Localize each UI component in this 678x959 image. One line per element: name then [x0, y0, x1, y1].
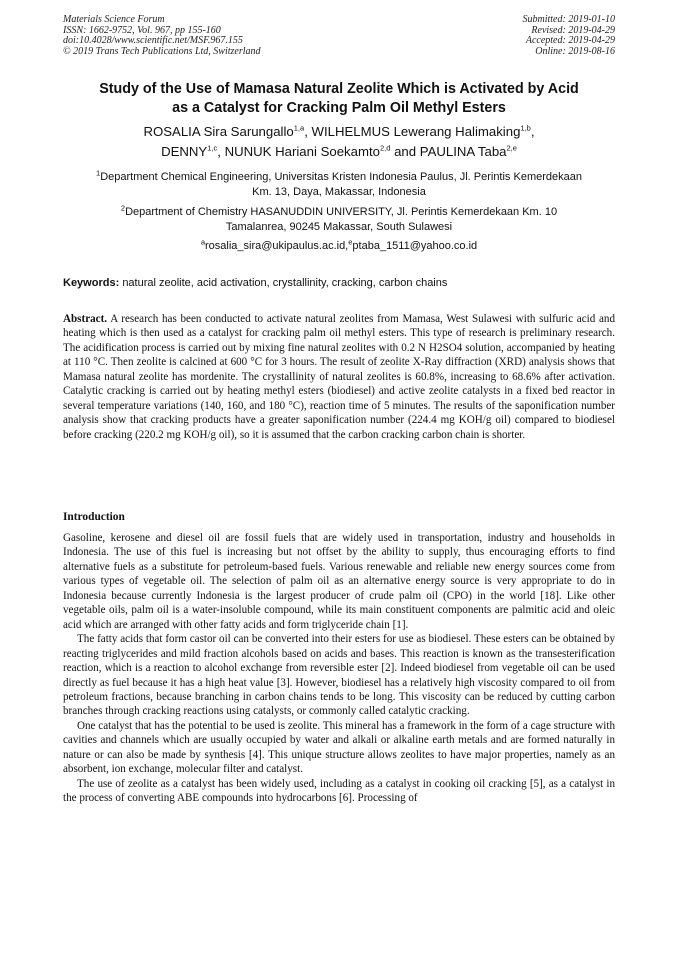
- author-affiliation-mark: 1,c: [207, 143, 218, 153]
- author-name: DENNY: [161, 143, 208, 159]
- paragraph: The fatty acids that form castor oil can be converted into their esters for use as biodiesel. These esters can be obtained by reacting triglycerides and mild fraction alcohols based on acids and bases. This reaction is known as the transesterification reaction, which is a reaction to alcohol exchange from reversible ester [2]. Indeed biodiesel from vegetable oil can be used directly as fuel because it has a high heat value [3]. However, biodiesel has a relatively high viscosity compared to oil from petroleum fractions, because branching in carbon chains tends to be long. This viscosity can be reduced by cutting carbon branches through cracking reactions using catalysts, or commonly called catalytic cracking.: [63, 633, 615, 718]
- affiliation-mark: 1: [96, 168, 101, 178]
- affiliation-2: [63, 205, 615, 235]
- author-affiliation-mark: 2,d: [379, 143, 391, 153]
- author-conjunction: and: [394, 143, 417, 159]
- affiliation-text: Km. 13, Daya, Makassar, Indonesia: [252, 186, 426, 198]
- journal-name: Materials Science Forum: [63, 14, 165, 25]
- paper-title: [40, 80, 638, 118]
- abstract-label: Abstract.: [63, 313, 108, 325]
- issn-volume: ISSN: 1662-9752, Vol. 967, pp 155-160: [63, 24, 221, 36]
- journal-info: [63, 15, 261, 57]
- keywords-text: natural zeolite, acid activation, crystallinity, cracking, carbon chains: [122, 277, 448, 289]
- abstract: [63, 312, 615, 442]
- introduction-body: [63, 531, 615, 806]
- email-link[interactable]: ptaba_1511@yahoo.co.id: [352, 240, 478, 252]
- title-line-2: as a Catalyst for Cracking Palm Oil Methyl Esters: [172, 100, 506, 116]
- author-affiliation-mark: 1,b: [520, 123, 531, 133]
- affiliation-text: Department of Chemistry HASANUDDIN UNIVERSITY, Jl. Perintis Kemerdekaan Km. 10: [125, 206, 558, 218]
- email-link[interactable]: rosalia_sira@ukipaulus.ac.id,: [205, 240, 349, 252]
- keywords: [63, 276, 615, 291]
- revised-date: Revised: 2019-04-29: [531, 24, 615, 36]
- introduction-heading: Introduction: [63, 511, 125, 523]
- title-line-1: Study of the Use of Mamasa Natural Zeolite Which is Activated by Acid: [99, 81, 579, 97]
- email-mark: e: [348, 237, 353, 247]
- paragraph: The use of zeolite as a catalyst has been widely used, including as a catalyst in cooking oil cracking [5], as a catalyst in the process of converting ABE compounds into hydrocarbons [6]. Processing of: [63, 777, 615, 805]
- author-list: ROSALIA Sira Sarungallo$^{1,a}$, WILHELMUS Lewerang Halimaking$^{1,b}$, DENNY$^{1,c}$, NUNUK Hariani Soekamto$^{2,d}$ and PAULINA Taba$^{2,e}$: [143, 123, 535, 159]
- online-date: Online: 2019-08-16: [535, 45, 615, 57]
- abstract-text: A research has been conducted to activate natural zeolites from Mamasa, West Sulawesi with sulfuric acid and heating which is then used as a catalyst for cracking palm oil methyl esters. This type of research is preliminary research. The acidification process is carried out by mixing fine natural zeolites with 0.2 N H2SO4 solution, accompanied by heating at 110 °C. Then zeolite is calcined at 600 °C for 3 hours. The result of zeolite X-Ray diffraction (XRD) analysis shows that Mamasa natural zeolite has mordenite. The crystallinity of natural zeolites is 60.8%, increasing to 68.6% after activation. Catalytic cracking is carried out by heating methyl esters (biodiesel) and active zeolite catalysts in a fixed bed reactor in several temperature variations (140, 160, and 180 °C), reaction time of 5 minutes. The results of the saponification number analysis show that cracking products have a greater saponification number (224.4 mg KOH/g oil) compared to biodiesel before cracking (220.2 mg KOH/g oil), so it is assumed that the carbon cracking carbon chain is shorter.: [63, 313, 615, 441]
- author-name: ROSALIA Sira Sarungallo: [143, 124, 294, 139]
- affiliation-1: [63, 170, 615, 200]
- submitted-date: Submitted: 2019-01-10: [522, 14, 615, 25]
- accepted-date: Accepted: 2019-04-29: [525, 35, 615, 47]
- author-name: NUNUK Hariani Soekamto: [224, 143, 380, 159]
- publication-dates: [523, 15, 616, 57]
- affiliation-mark: 2: [120, 203, 126, 213]
- doi-link[interactable]: doi:10.4028/www.scientific.net/MSF.967.155: [63, 35, 243, 47]
- affiliation-text: Tamalanrea, 90245 Makassar, South Sulawesi: [225, 221, 453, 233]
- copyright: © 2019 Trans Tech Publications Ltd, Switzerland: [63, 45, 261, 57]
- email-mark: a: [200, 237, 205, 247]
- author-affiliation-mark: 2,e: [506, 143, 517, 153]
- author-emails: [63, 239, 615, 254]
- paragraph: Gasoline, kerosene and diesel oil are fossil fuels that are widely used in transportation, industry and households in Indonesia. The use of this fuel is increasing but not offset by the ability to supply, thus encouraging efforts to find alternative fuels as a substitute for petroleum-based fuels. Various renewable and reliable new energy sources come from various types of vegetable oil. The selection of palm oil as an alternative energy source is very appropriate to do in Indonesia because currently Indonesia is the largest producer of crude palm oil (CPO) in the world [18]. Like other vegetable oils, palm oil is a water-insoluble compound, while its main constituent components are palmitic acid and oleic acid which are arranged with other fatty acids and form triglyceride chain [1].: [63, 532, 615, 631]
- keywords-label: Keywords:: [63, 277, 120, 289]
- paragraph: One catalyst that has the potential to be used is zeolite. This mineral has a framework in the form of a cage structure with cavities and channels which are usually occupied by water and alkali or alkaline earth metals and are formed naturally in nature or can also be made by synthesis [4]. This unique structure allows zeolites to have major properties, namely as an absorbent, ion exchange, molecular filter and catalyst.: [63, 719, 615, 776]
- affiliation-text: Department Chemical Engineering, Universitas Kristen Indonesia Paulus, Jl. Perintis Kemerdekaan: [100, 171, 582, 183]
- author-affiliation-mark: 1,a: [293, 123, 305, 133]
- author-name: WILHELMUS Lewerang Halimaking: [311, 124, 521, 139]
- author-name: PAULINA Taba: [419, 143, 507, 159]
